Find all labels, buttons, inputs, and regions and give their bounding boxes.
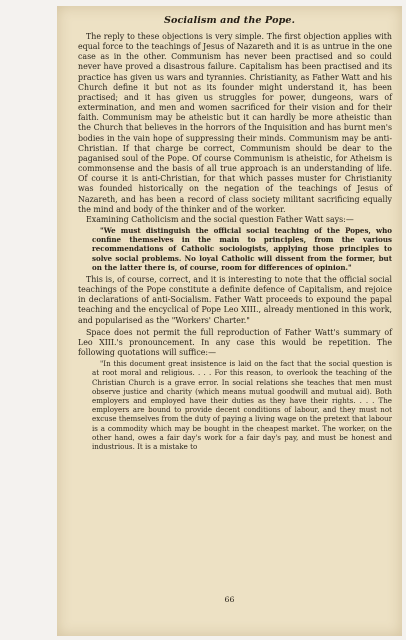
- paragraph-3: This is, of course, correct, and it is interesting to note that the official social teachings of the Pope constitute a definite defence of Capitalism, and rejoice in declarations of anti-Socialism. Father Watt proceeds to expound the papal teaching and the encyclical of Pope Leo XIII., already mentioned in this work, and popularised as the "Workers' Charter.": [78, 274, 392, 325]
- paragraph-1: The reply to these objections is very simple. The first objection applies with equal force to the teachings of Jesus of Nazareth and it is as untrue in the one case as in the other. Communism has never been practised and so could never have proved a disastrous failure. Capitalism has been practised and its practice has given us wars and tyrannies. Christianity, as Father Watt and his Church define it but not as its founder might understand it, has been practised; and it has given us struggles for power, dungeons, wars of extermination, and men and women sacrificed for their vision and for their faith. Communism may be atheistic but it can hardly be more atheistic than the Church that believes in the horrors of the Inquisition and has burnt men's bodies in the vain hope of suppressing their minds. Communism may be anti-Christian. If that charge be correct, Communism should be dear to the paganised soul of the Pope. Of course Communism is atheistic, for Atheism is commonsense and the basis of all true approach is an understanding of life. Of course it is anti-Christian, for that which passes muster for Christianity was founded historically on the negation of the teachings of Jesus of Nazareth, and has been a record of class society militant sacrificing equally the mind and body of the thinker and of the worker.: [78, 32, 392, 214]
- paragraph-4: Space does not permit the full reproduction of Father Watt's summary of Leo XIII.'s pronouncement. In any case this would be repetition. The following quotations will suffice:—: [78, 327, 392, 358]
- paragraph-2: Examining Catholicism and the social question Father Watt says:—: [86, 214, 354, 224]
- quotation-2: "In this document great insistence is laid on the fact that the social question is at root moral and religious. . . . For this reason, to overlook the teaching of the Christian Church is a grave error. In social relations she teaches that men must observe justice and charity (which means mutual goodwill and mutual aid). Both employers and employed have their duties as they have their rights. . . . The employers are bound to provide decent conditions of labour, and they must not excuse themselves from the duty of paying a living wage on the pretext that labour is a commodity which may be bought in the cheapest market. The worker, on the other hand, owes a fair day's work for a fair day's pay, and must be honest and industrious. It is a mistake to: [92, 359, 392, 452]
- page-heading: Socialism and the Pope.: [163, 15, 296, 26]
- quotation-1: "We must distinguish the official social teaching of the Popes, who confine themselves in the main to principles, from the various recommendations of Catholic sociologists, applying those principles to solve social problems. No loyal Catholic will dissent from the former, but on the latter there is, of course, room for differences of opinion.": [92, 225, 392, 272]
- page-number: 66: [224, 595, 235, 604]
- page-body: [78, 32, 392, 451]
- book-page: [57, 6, 402, 636]
